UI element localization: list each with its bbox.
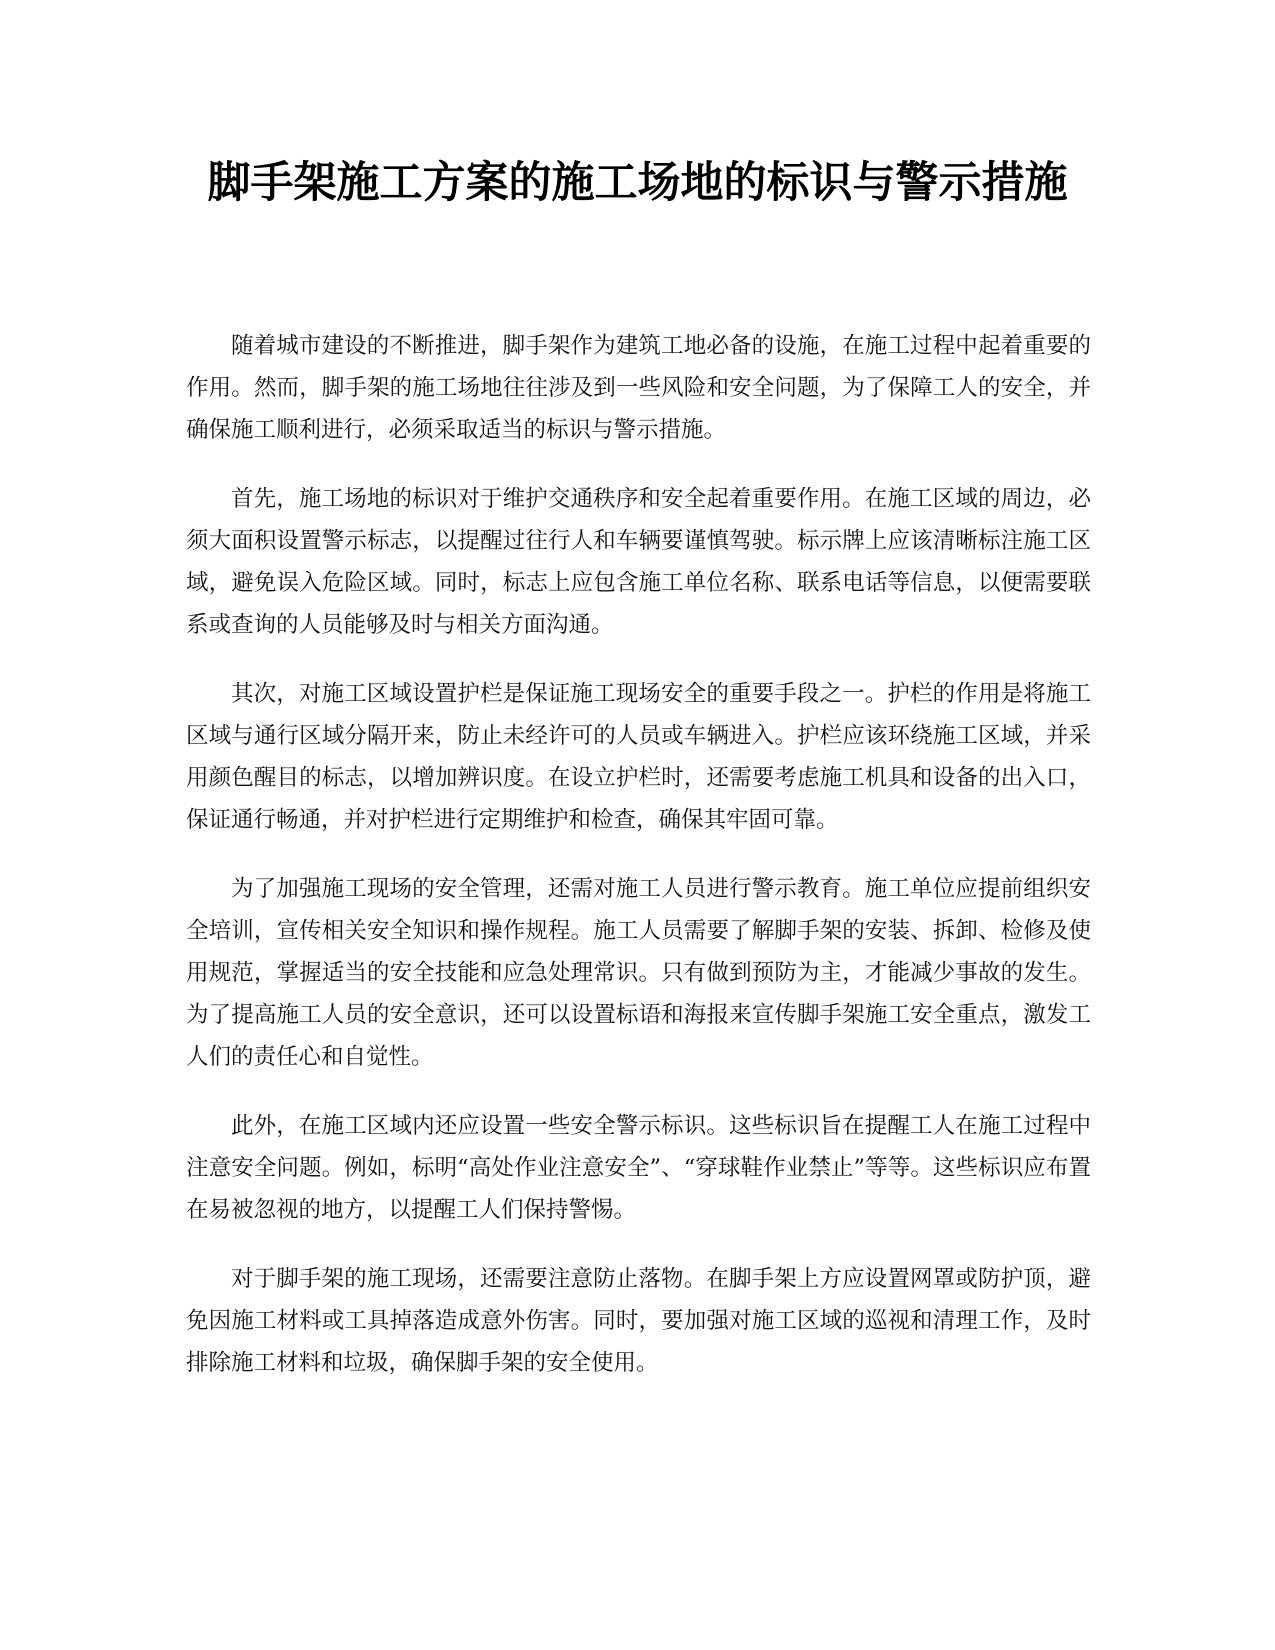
document-title: 脚手架施工方案的施工场地的标识与警示措施	[207, 158, 1068, 208]
document-body	[186, 325, 1091, 1411]
paragraph-1: 随着城市建设的不断推进，脚手架作为建筑工地必备的设施，在施工过程中起着重要的作用。然而，脚手架的施工场地往往涉及到一些风险和安全问题，为了保障工人的安全，并确保施工顺利进行，必须采取适当的标识与警示措施。	[186, 333, 1091, 443]
paragraph-2: 首先，施工场地的标识对于维护交通秩序和安全起着重要作用。在施工区域的周边，必须大面积设置警示标志，以提醒过往行人和车辆要谨慎驾驶。标示牌上应该清晰标注施工区域，避免误入危险区域。同时，标志上应包含施工单位名称、联系电话等信息，以便需要联系或查询的人员能够及时与相关方面沟通。	[186, 486, 1091, 638]
paragraph-3: 其次，对施工区域设置护栏是保证施工现场安全的重要手段之一。护栏的作用是将施工区域与通行区域分隔开来，防止未经许可的人员或车辆进入。护栏应该环绕施工区域，并采用颜色醒目的标志，以增加辨识度。在设立护栏时，还需要考虑施工机具和设备的出入口，保证通行畅通，并对护栏进行定期维护和检查，确保其牢固可靠。	[186, 681, 1091, 833]
paragraph-4: 为了加强施工现场的安全管理，还需对施工人员进行警示教育。施工单位应提前组织安全培训，宣传相关安全知识和操作规程。施工人员需要了解脚手架的安装、拆卸、检修及使用规范，掌握适当的安全技能和应急处理常识。只有做到预防为主，才能减少事故的发生。为了提高施工人员的安全意识，还可以设置标语和海报来宣传脚手架施工安全重点，激发工人们的责任心和自觉性。	[186, 876, 1091, 1070]
paragraph-6: 对于脚手架的施工现场，还需要注意防止落物。在脚手架上方应设置网罩或防护顶，避免因施工材料或工具掉落造成意外伤害。同时，要加强对施工区域的巡视和清理工作，及时排除施工材料和垃圾，确保脚手架的安全使用。	[186, 1266, 1091, 1376]
paragraph-5: 此外，在施工区域内还应设置一些安全警示标识。这些标识旨在提醒工人在施工过程中注意安全问题。例如，标明“高处作业注意安全”、“穿球鞋作业禁止”等等。这些标识应布置在易被忽视的地方，以提醒工人们保持警惕。	[186, 1113, 1091, 1223]
